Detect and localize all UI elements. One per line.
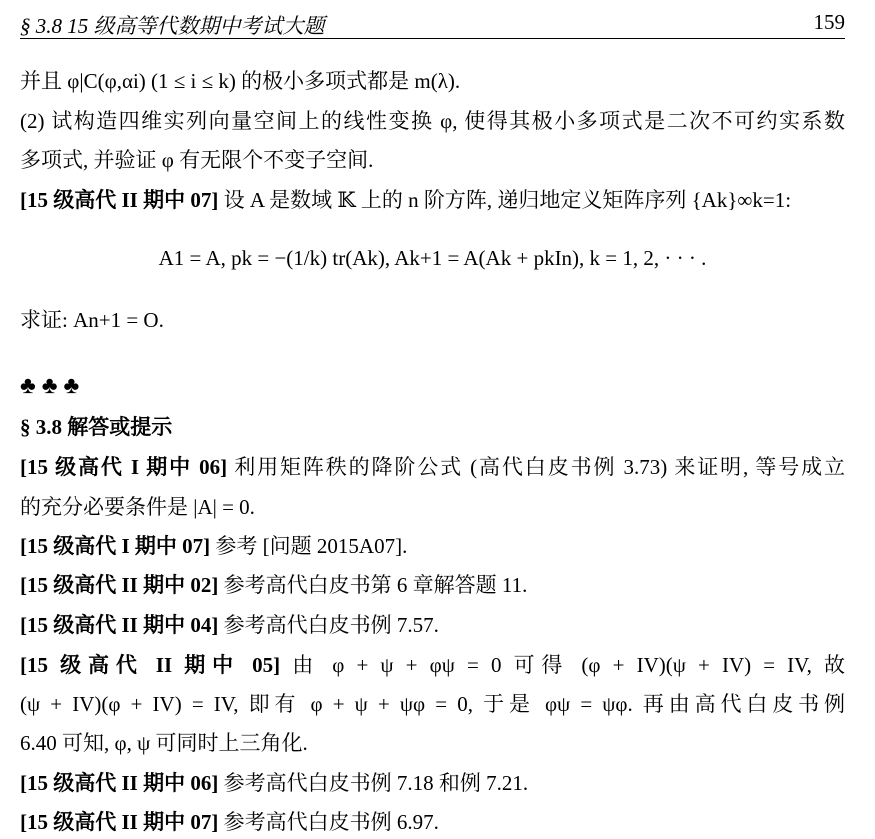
answer-line: [20, 729, 845, 757]
answer-line: [20, 690, 845, 718]
answer-text: 参考高代白皮书例 7.57.: [223, 613, 439, 637]
section-title: § 3.8 15 级高等代数期中考试大题: [20, 14, 325, 38]
answer-tag: [15 级高代 II 期中 02]: [20, 573, 219, 597]
answer-line: [20, 611, 845, 639]
answer-text: 的充分必要条件是 |A| = 0.: [20, 495, 255, 519]
answer-text: 利用矩阵秩的降阶公式 (高代白皮书例 3.73) 来证明, 等号成立: [234, 455, 846, 479]
answer-tag: [15 级高代 I 期中 07]: [20, 534, 211, 558]
answer-line: [20, 493, 845, 521]
answer-tag: [15 级高代 II 期中 05]: [20, 653, 281, 677]
prove-line: 求证: An+1 = O.: [20, 308, 164, 332]
running-header: [20, 8, 845, 39]
answer-line: [20, 571, 845, 599]
answer-text: 由 φ + ψ + φψ = 0 可得 (φ + IV)(ψ + IV) = IV, 故: [292, 653, 845, 677]
answers-heading: § 3.8 解答或提示: [20, 415, 173, 439]
problem-statement: [20, 186, 845, 214]
answer-line: [20, 651, 845, 679]
text-line: (2) 试构造四维实列向量空间上的线性变换 φ, 使得其极小多项式是二次不可约实系数: [20, 109, 845, 133]
answer-line: [20, 453, 845, 481]
display-equation: A1 = A, pk = −(1/k) tr(Ak), Ak+1 = A(Ak + pkIn), k = 1, 2, · · · .: [158, 246, 707, 270]
answer-text: 参考高代白皮书第 6 章解答题 11.: [223, 573, 528, 597]
answer-text: 参考高代白皮书例 6.97.: [223, 810, 439, 834]
answer-text: 参考高代白皮书例 7.18 和例 7.21.: [223, 771, 529, 795]
problem-tag: [15 级高代 II 期中 07]: [20, 188, 219, 212]
answer-text: 6.40 可知, φ, ψ 可同时上三角化.: [20, 731, 308, 755]
text-line: 多项式, 并验证 φ 有无限个不变子空间.: [20, 148, 374, 172]
answer-text: 参考 [问题 2015A07].: [215, 534, 408, 558]
answer-tag: [15 级高代 I 期中 06]: [20, 455, 228, 479]
answer-line: [20, 532, 845, 560]
problem-text: 设 A 是数域 𝕂 上的 n 阶方阵, 递归地定义矩阵序列 {Ak}∞k=1:: [223, 188, 792, 212]
text-line: 并且 φ|C(φ,αi) (1 ≤ i ≤ k) 的极小多项式都是 m(λ).: [20, 69, 461, 93]
answer-line: [20, 808, 845, 836]
answer-line: [20, 769, 845, 797]
page-number: 159: [813, 10, 845, 34]
answer-tag: [15 级高代 II 期中 06]: [20, 771, 219, 795]
answer-tag: [15 级高代 II 期中 04]: [20, 613, 219, 637]
club-separator-icon: ♣♣♣: [20, 373, 86, 399]
answer-tag: [15 级高代 II 期中 07]: [20, 810, 219, 834]
answer-text: (ψ + IV)(φ + IV) = IV, 即有 φ + ψ + ψφ = 0, 于是 φψ = ψφ. 再由高代白皮书例: [20, 692, 845, 716]
